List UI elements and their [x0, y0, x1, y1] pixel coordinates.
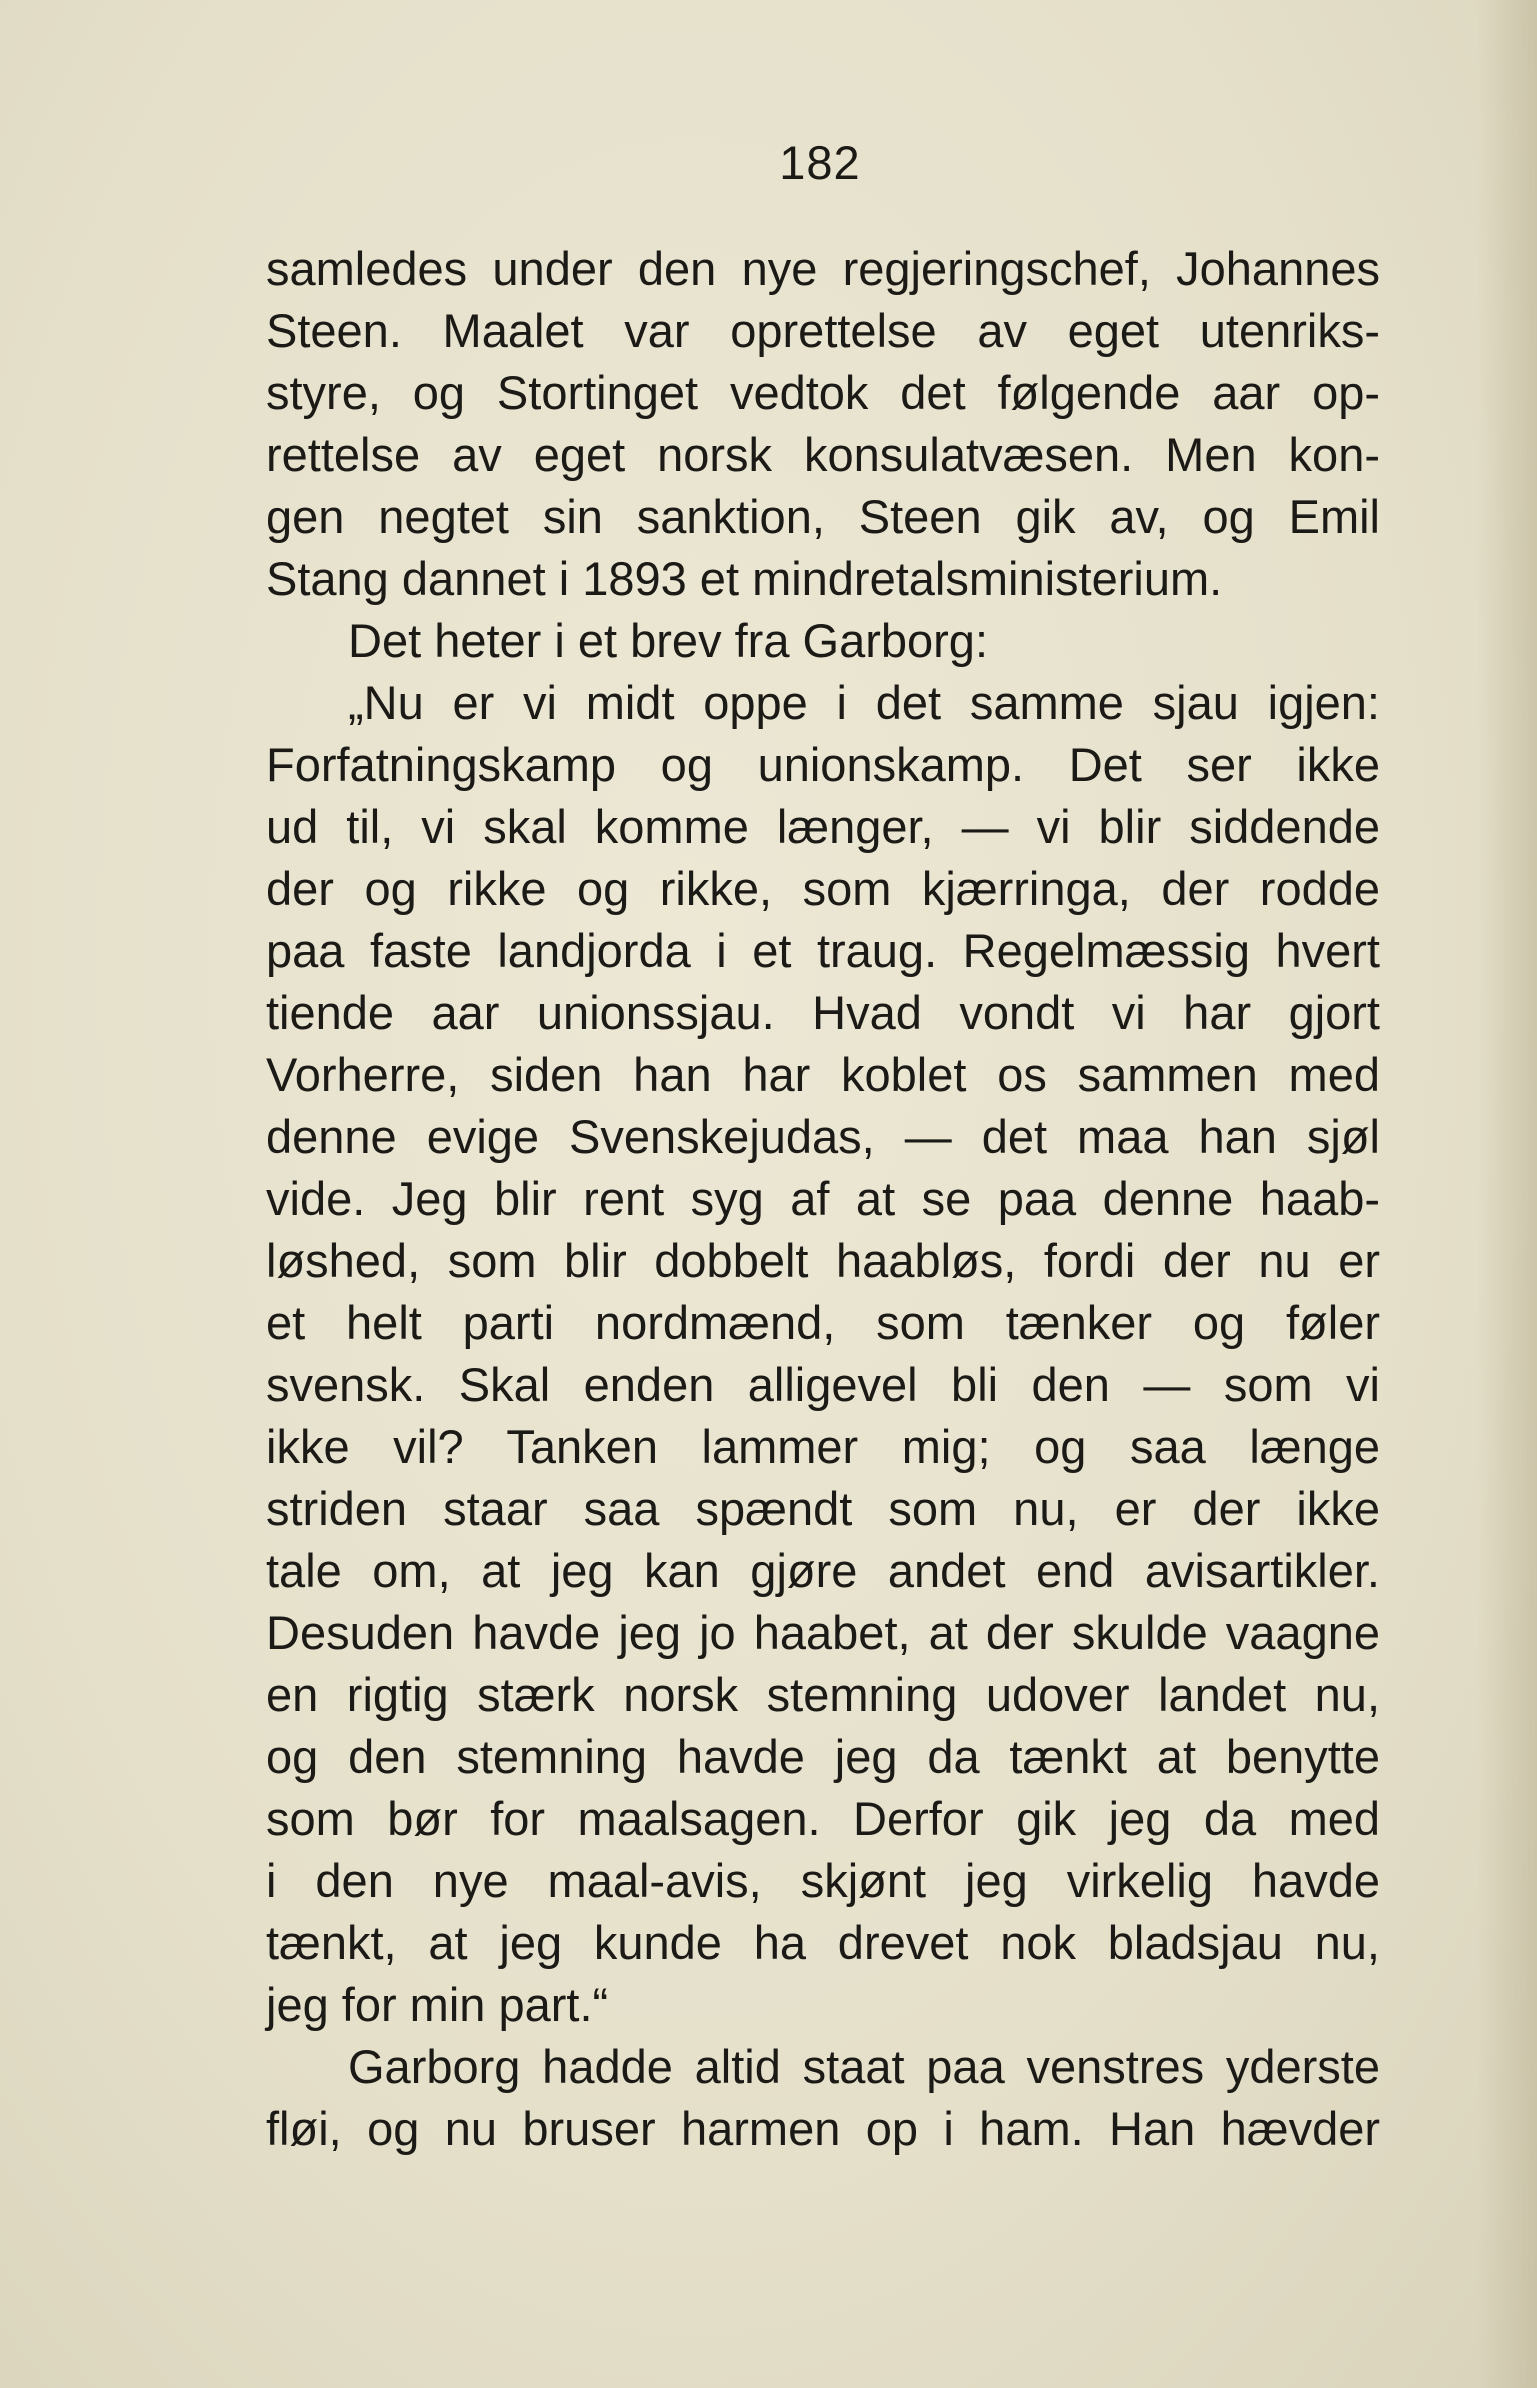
text-line: som bør for maalsagen. Derfor gik jeg da med	[266, 1792, 1380, 1845]
text-line: paa faste landjorda i et traug. Regelmæssig hvert	[266, 924, 1380, 977]
text-line: Stang dannet i 1893 et mindretalsministerium.	[266, 552, 1223, 605]
text-line: et helt parti nordmænd, som tænker og føler	[266, 1296, 1380, 1349]
text-line: „Nu er vi midt oppe i det samme sjau igjen:	[348, 676, 1380, 729]
text-line: Garborg hadde altid staat paa venstres yderste	[348, 2040, 1380, 2093]
text-line: der og rikke og rikke, som kjærringa, der rodde	[266, 862, 1380, 915]
text-line: i den nye maal-avis, skjønt jeg virkelig havde	[266, 1854, 1380, 1907]
text-line: ikke vil? Tanken lammer mig; og saa længe	[266, 1420, 1380, 1473]
text-line: fløi, og nu bruser harmen op i ham. Han hævder	[266, 2102, 1380, 2155]
text-line: Det heter i et brev fra Garborg:	[348, 614, 989, 667]
text-line: denne evige Svenskejudas, — det maa han sjøl	[266, 1110, 1380, 1163]
text-line: styre, og Stortinget vedtok det følgende aar op-	[266, 366, 1380, 419]
text-line: tiende aar unionssjau. Hvad vondt vi har gjort	[266, 986, 1380, 1039]
text-line: gen negtet sin sanktion, Steen gik av, og Emil	[266, 490, 1380, 543]
text-line: Forfatningskamp og unionskamp. Det ser ikke	[266, 738, 1380, 791]
page-number: 182	[779, 136, 861, 189]
text-line: samledes under den nye regjeringschef, Johannes	[266, 242, 1380, 295]
text-line: en rigtig stærk norsk stemning udover landet nu,	[266, 1668, 1380, 1721]
text-line: Desuden havde jeg jo haabet, at der skulde vaagne	[266, 1606, 1380, 1659]
body-text	[266, 238, 1380, 2160]
text-line: striden staar saa spændt som nu, er der ikke	[266, 1482, 1380, 1535]
text-line: svensk. Skal enden alligevel bli den — som vi	[266, 1358, 1380, 1411]
text-line: og den stemning havde jeg da tænkt at benytte	[266, 1730, 1380, 1783]
text-line: vide. Jeg blir rent syg af at se paa denne haab-	[266, 1172, 1380, 1225]
text-line: tænkt, at jeg kunde ha drevet nok bladsjau nu,	[266, 1916, 1380, 1969]
text-line: tale om, at jeg kan gjøre andet end avisartikler.	[266, 1544, 1380, 1597]
text-line: løshed, som blir dobbelt haabløs, fordi der nu er	[266, 1234, 1380, 1287]
text-line: ud til, vi skal komme længer, — vi blir siddende	[266, 800, 1380, 853]
text-line: Vorherre, siden han har koblet os sammen med	[266, 1048, 1380, 1101]
page-spine-shadow	[1477, 0, 1537, 2388]
text-line: jeg for min part.“	[266, 1978, 609, 2031]
text-line: rettelse av eget norsk konsulatvæsen. Men kon-	[266, 428, 1380, 481]
text-line: Steen. Maalet var oprettelse av eget utenriks-	[266, 304, 1380, 357]
